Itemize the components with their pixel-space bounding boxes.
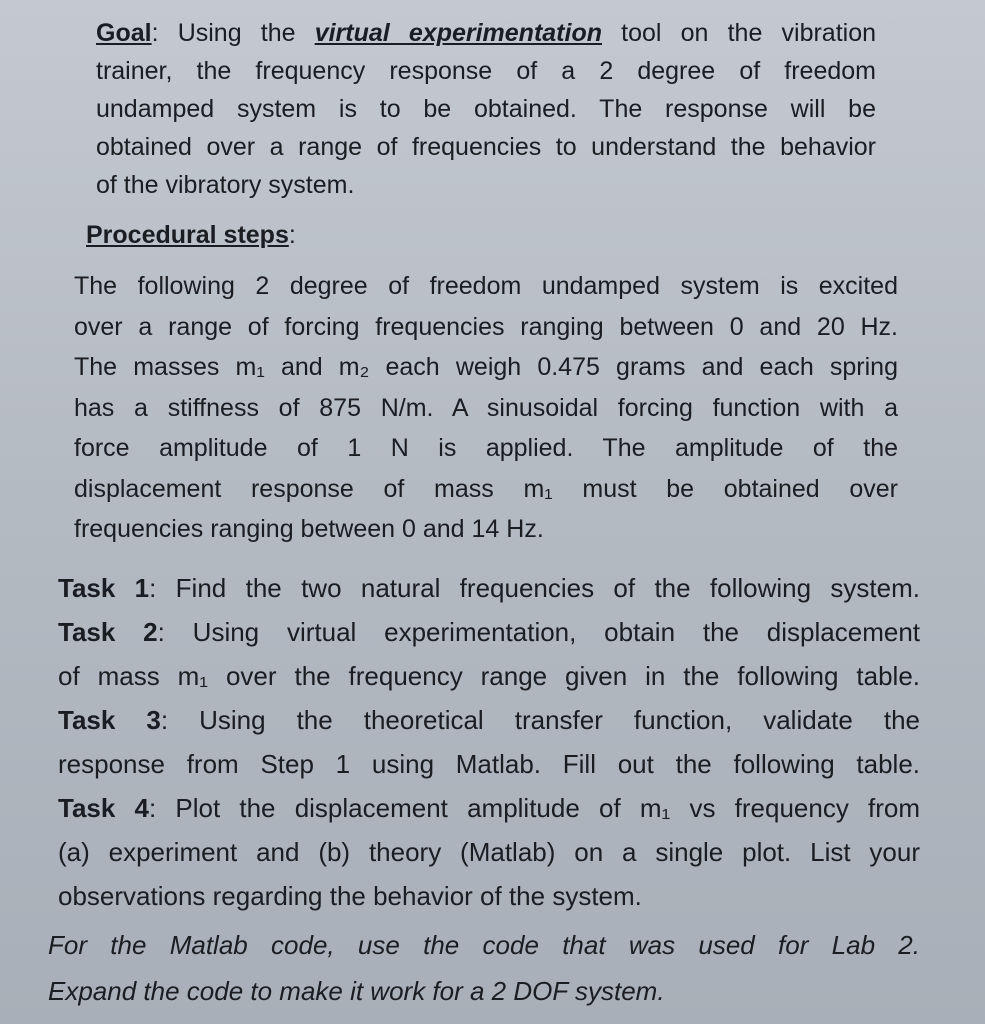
procedure-line: frequencies ranging between 0 and 14 Hz.: [74, 515, 544, 543]
task-4-label: Task 4: [58, 793, 149, 823]
procedure-line: The following 2 degree of freedom undamped system is excited: [74, 272, 898, 300]
matlab-note: [48, 922, 920, 1014]
task-3-label: Task 3: [58, 705, 161, 735]
task-list: [58, 566, 920, 918]
goal-line-5: of the vibratory system.: [96, 171, 355, 199]
task-3: Task 3: Using the theoretical transfer function, validate the: [58, 705, 921, 735]
task-4-continuation: observations regarding the behavior of the system.: [58, 881, 642, 911]
procedure-paragraph: [74, 266, 898, 550]
task-2-label: Task 2: [58, 617, 158, 647]
goal-line-4: obtained over a range of frequencies to understand the behavior: [96, 133, 876, 161]
goal-line-3: undamped system is to be obtained. The response will be: [96, 95, 876, 123]
task-4: Task 4: Plot the displacement amplitude of m₁ vs frequency from: [58, 793, 921, 823]
procedure-line: displacement response of mass m₁ must be obtained over: [74, 474, 898, 503]
goal-paragraph: [96, 14, 876, 204]
goal-line-1: Goal: Using the virtual experimentation tool on the vibration: [96, 19, 877, 47]
task-2: Task 2: Using virtual experimentation, obtain the displacement: [58, 617, 921, 647]
task-1: Task 1: Find the two natural frequencies of the following system.: [58, 573, 920, 603]
virtual-experimentation-emphasis: virtual experimentation: [314, 19, 602, 47]
procedure-line: force amplitude of 1 N is applied. The amplitude of the: [74, 434, 898, 462]
task-2-continuation: of mass m₁ over the frequency range given in the following table.: [58, 661, 920, 691]
task-3-continuation: response from Step 1 using Matlab. Fill out the following table.: [58, 749, 920, 779]
goal-line-2: trainer, the frequency response of a 2 degree of freedom: [96, 57, 876, 85]
procedure-line: The masses m₁ and m₂ each weigh 0.475 grams and each spring: [74, 353, 898, 381]
procedure-line: has a stiffness of 875 N/m. A sinusoidal forcing function with a: [74, 393, 898, 422]
procedural-steps-heading: Procedural steps:: [86, 221, 296, 249]
task-4-continuation: (a) experiment and (b) theory (Matlab) on a single plot. List your: [58, 837, 920, 867]
matlab-note-line-1: For the Matlab code, use the code that was used for Lab 2.: [48, 930, 920, 960]
procedure-line: over a range of forcing frequencies ranging between 0 and 20 Hz.: [74, 312, 898, 341]
goal-label: Goal: [96, 19, 152, 47]
task-1-label: Task 1: [58, 573, 150, 603]
matlab-note-line-2: Expand the code to make it work for a 2 DOF system.: [48, 976, 665, 1006]
